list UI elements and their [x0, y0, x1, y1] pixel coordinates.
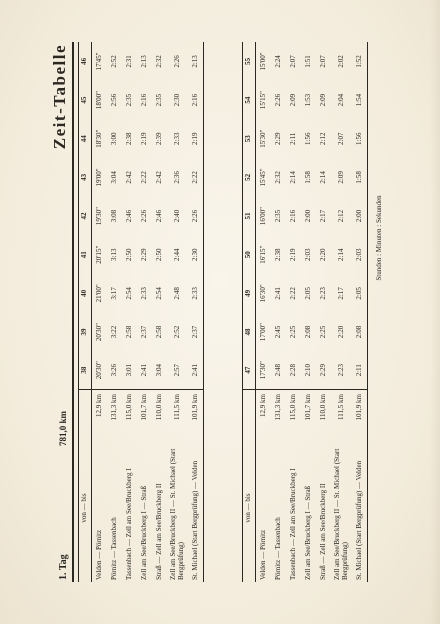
segment-time: 2:29 [273, 132, 282, 145]
segment-time: 1:53 [303, 93, 312, 107]
segment-time: 2:05 [303, 287, 312, 300]
segment-time: 2:30 [189, 235, 204, 274]
timetable-header [50, 42, 74, 582]
segment-time: 2:35 [124, 93, 133, 107]
speed-column-header: 43 [78, 158, 92, 197]
segment-time: 2:16 [288, 209, 297, 223]
route-segment: Zell am See/Bruckberg I — Straß [303, 485, 312, 580]
segment-time: 2:37 [139, 325, 148, 339]
segment-time: 2:58 [124, 325, 133, 339]
segment-time: 2:19 [189, 119, 204, 158]
segment-distance: 115,0 km [124, 394, 133, 421]
segment-time: 2:23 [318, 287, 327, 300]
segment-time: 2:32 [154, 55, 163, 68]
segment-time: 18'30" [94, 129, 103, 148]
speed-column-header: 49 [242, 274, 256, 313]
segment-time: 16'00" [258, 206, 267, 226]
segment-time: 2:48 [173, 287, 182, 300]
speed-column-header: 47 [242, 351, 256, 390]
segment-distance: 115,0 km [288, 394, 297, 421]
header-rule [72, 42, 74, 582]
segment-time: 2:42 [154, 171, 163, 184]
segment-time: 3:04 [109, 171, 118, 184]
segment-time: 18'00" [94, 91, 103, 110]
segment-time: 3:13 [109, 248, 118, 261]
segment-time: 21'00" [94, 284, 103, 303]
segment-time: 2:09 [288, 93, 297, 107]
segment-time: 2:46 [154, 209, 163, 223]
segment-time: 15'45" [258, 168, 267, 187]
segment-time: 2:41 [137, 351, 152, 390]
segment-time: 3:00 [109, 132, 118, 145]
rotated-timetable [50, 42, 390, 582]
route-segment: St. Michael (Start Bergprüfung) — Velden [189, 434, 204, 582]
segment-time: 2:13 [139, 55, 148, 68]
km-column-header [242, 390, 256, 434]
segment-time: 2:17 [337, 287, 346, 300]
speed-column-header: 40 [78, 274, 92, 313]
segment-time: 2:17 [318, 209, 327, 223]
segment-time: 2:41 [189, 351, 204, 390]
segment-time: 2:38 [273, 248, 282, 261]
segment-time: 2:31 [124, 55, 133, 68]
segment-time: 2:29 [316, 351, 331, 390]
segment-time: 2:00 [303, 209, 312, 223]
segment-time: 16'15" [258, 245, 267, 264]
segment-time: 2:56 [109, 93, 118, 107]
segment-time: 20'30" [94, 322, 103, 342]
segment-time: 19'30" [94, 206, 103, 226]
segment-time: 16'30" [258, 284, 267, 303]
segment-distance: 131,3 km [273, 394, 282, 421]
km-column-header [78, 390, 92, 434]
segment-time: 2:33 [173, 132, 182, 145]
segment-time: 2:36 [173, 171, 182, 184]
segment-time: 2:32 [273, 171, 282, 184]
segment-time: 2:50 [124, 248, 133, 261]
timetable-upper [78, 42, 204, 582]
segment-distance: 110,0 km [318, 394, 327, 421]
segment-time: 2:09 [318, 93, 327, 107]
segment-time: 1:54 [353, 81, 368, 120]
segment-time: 2:41 [273, 287, 282, 300]
segment-time: 2:26 [173, 55, 182, 68]
segment-time: 2:00 [353, 197, 368, 236]
route-column-header: von — bis [78, 434, 92, 582]
segment-time: 2:22 [139, 171, 148, 184]
segment-time: 1:51 [303, 55, 312, 68]
segment-time: 2:42 [124, 171, 133, 184]
units-footnote: Stunden : Minuten : Sekunden [375, 195, 383, 281]
route-segment: Zell am See/Bruckberg II — St. Michael (Start Bergprüfung) [169, 448, 185, 580]
segment-time: 3:26 [107, 351, 122, 390]
page-title: Zeit-Tabelle [50, 44, 69, 150]
segment-time: 2:52 [109, 55, 118, 68]
segment-time: 2:37 [189, 313, 204, 352]
route-segment: Tassenbach — Zell am See/Bruckberg I [124, 468, 133, 580]
segment-time: 2:35 [273, 209, 282, 223]
segment-time: 15'15" [258, 91, 267, 110]
segment-time: 2:07 [337, 132, 346, 145]
segment-time: 2:03 [353, 235, 368, 274]
segment-distance: 12,9 km [94, 394, 103, 417]
speed-column-header: 53 [242, 119, 256, 158]
route-segment: Velden — Pörnitz [94, 529, 103, 580]
segment-time: 2:04 [337, 93, 346, 107]
segment-time: 2:44 [173, 248, 182, 261]
segment-distance: 110,0 km [154, 394, 163, 421]
segment-time: 1:58 [303, 171, 312, 184]
segment-time: 2:11 [288, 132, 297, 145]
segment-time: 17'45" [94, 52, 103, 71]
segment-time: 1:58 [353, 158, 368, 197]
segment-time: 2:19 [288, 248, 297, 261]
speed-column-header: 39 [78, 313, 92, 352]
speed-column-header: 45 [78, 81, 92, 120]
segment-time: 3:17 [109, 287, 118, 300]
segment-distance: 101,7 km [139, 394, 148, 421]
timetable-lower [242, 42, 368, 582]
segment-distance: 111,5 km [173, 394, 182, 420]
segment-time: 20'15" [94, 245, 103, 264]
segment-time: 2:33 [189, 274, 204, 313]
speed-column-header: 52 [242, 158, 256, 197]
segment-time: 20'30" [92, 351, 107, 390]
speed-column-header: 38 [78, 351, 92, 390]
segment-time: 2:12 [318, 132, 327, 145]
segment-distance: 111,5 km [337, 394, 346, 420]
segment-time: 19'00" [94, 168, 103, 187]
route-segment: Zell am See/Bruckberg I — Straß [139, 485, 148, 580]
segment-time: 2:35 [154, 93, 163, 107]
segment-time: 3:08 [109, 209, 118, 223]
segment-time: 2:12 [337, 209, 346, 223]
segment-time: 2:48 [271, 351, 286, 390]
route-segment: Pörnitz — Tassenbach [109, 517, 118, 580]
segment-distance: 131,3 km [109, 394, 118, 421]
segment-time: 2:28 [286, 351, 301, 390]
route-column-header: von — bis [242, 434, 256, 582]
segment-time: 1:52 [353, 42, 368, 81]
route-segment: Zell am See/Bruckberg II — St. Michael (Start Bergprüfung) [333, 448, 349, 580]
segment-distance: 101,7 km [303, 394, 312, 421]
segment-time: 17'00" [258, 322, 267, 342]
segment-distance: 101,9 km [353, 390, 368, 434]
segment-time: 2:10 [301, 351, 316, 390]
segment-time: 3:22 [109, 325, 118, 339]
segment-time: 2:08 [353, 313, 368, 352]
speed-column-header: 44 [78, 119, 92, 158]
segment-time: 2:40 [173, 209, 182, 223]
segment-distance: 12,9 km [258, 394, 267, 417]
segment-time: 2:30 [173, 93, 182, 107]
segment-time: 2:29 [139, 248, 148, 261]
segment-time: 15'30" [258, 129, 267, 148]
segment-time: 2:22 [288, 287, 297, 300]
segment-time: 3:01 [122, 351, 137, 390]
segment-time: 2:22 [189, 158, 204, 197]
segment-time: 2:02 [337, 55, 346, 68]
day-label: 1. Tag [58, 554, 69, 580]
segment-time: 2:45 [273, 325, 282, 339]
segment-time: 2:14 [318, 171, 327, 184]
speed-column-header: 50 [242, 235, 256, 274]
segment-time: 2:23 [331, 351, 353, 390]
segment-time: 2:39 [154, 132, 163, 145]
segment-time: 2:25 [288, 325, 297, 339]
segment-time: 2:33 [139, 287, 148, 300]
speed-column-header: 51 [242, 197, 256, 236]
segment-time: 1:56 [353, 119, 368, 158]
speed-column-header: 55 [242, 42, 256, 81]
segment-time: 2:26 [189, 197, 204, 236]
speed-column-header: 42 [78, 197, 92, 236]
total-distance: 781,0 km [58, 410, 68, 446]
segment-time: 2:24 [273, 55, 282, 68]
segment-time: 2:05 [353, 274, 368, 313]
segment-time: 2:07 [318, 55, 327, 68]
segment-time: 2:52 [173, 325, 182, 339]
segment-time: 2:19 [139, 132, 148, 145]
segment-time: 2:07 [288, 55, 297, 68]
page-edge-shade [430, 0, 440, 624]
segment-time: 2:16 [139, 93, 148, 107]
segment-time: 2:26 [273, 93, 282, 107]
speed-column-header: 41 [78, 235, 92, 274]
route-segment: St. Michael (Start Bergprüfung) — Velden [353, 434, 368, 582]
segment-time: 2:03 [303, 248, 312, 261]
segment-time: 2:09 [337, 171, 346, 184]
speed-column-header: 46 [78, 42, 92, 81]
segment-distance: 101,9 km [189, 390, 204, 434]
segment-time: 2:54 [124, 287, 133, 300]
segment-time: 2:58 [154, 325, 163, 339]
segment-time: 2:20 [337, 325, 346, 339]
route-segment: Velden — Pörnitz [258, 529, 267, 580]
segment-time: 2:25 [318, 325, 327, 339]
segment-time: 3:04 [152, 351, 167, 390]
route-segment: Straß — Zell am See/Bruckberg II [318, 483, 327, 580]
route-segment: Straß — Zell am See/Bruckberg II [154, 483, 163, 580]
segment-time: 15'00" [258, 52, 267, 71]
segment-time: 2:57 [167, 351, 189, 390]
segment-time: 2:08 [303, 325, 312, 339]
segment-time: 2:54 [154, 287, 163, 300]
segment-time: 2:26 [139, 209, 148, 223]
segment-time: 2:13 [189, 42, 204, 81]
speed-column-header: 54 [242, 81, 256, 120]
segment-time: 17'30" [256, 351, 271, 390]
route-segment: Tassenbach — Zell am See/Bruckberg I [288, 468, 297, 580]
segment-time: 2:46 [124, 209, 133, 223]
segment-time: 2:38 [124, 132, 133, 145]
segment-time: 2:14 [288, 171, 297, 184]
speed-column-header: 48 [242, 313, 256, 352]
segment-time: 2:11 [353, 351, 368, 390]
segment-time: 2:14 [337, 248, 346, 261]
segment-time: 2:16 [189, 81, 204, 120]
segment-time: 2:50 [154, 248, 163, 261]
segment-time: 1:56 [303, 132, 312, 145]
segment-time: 2:20 [318, 248, 327, 261]
route-segment: Pörnitz — Tassenbach [273, 517, 282, 580]
